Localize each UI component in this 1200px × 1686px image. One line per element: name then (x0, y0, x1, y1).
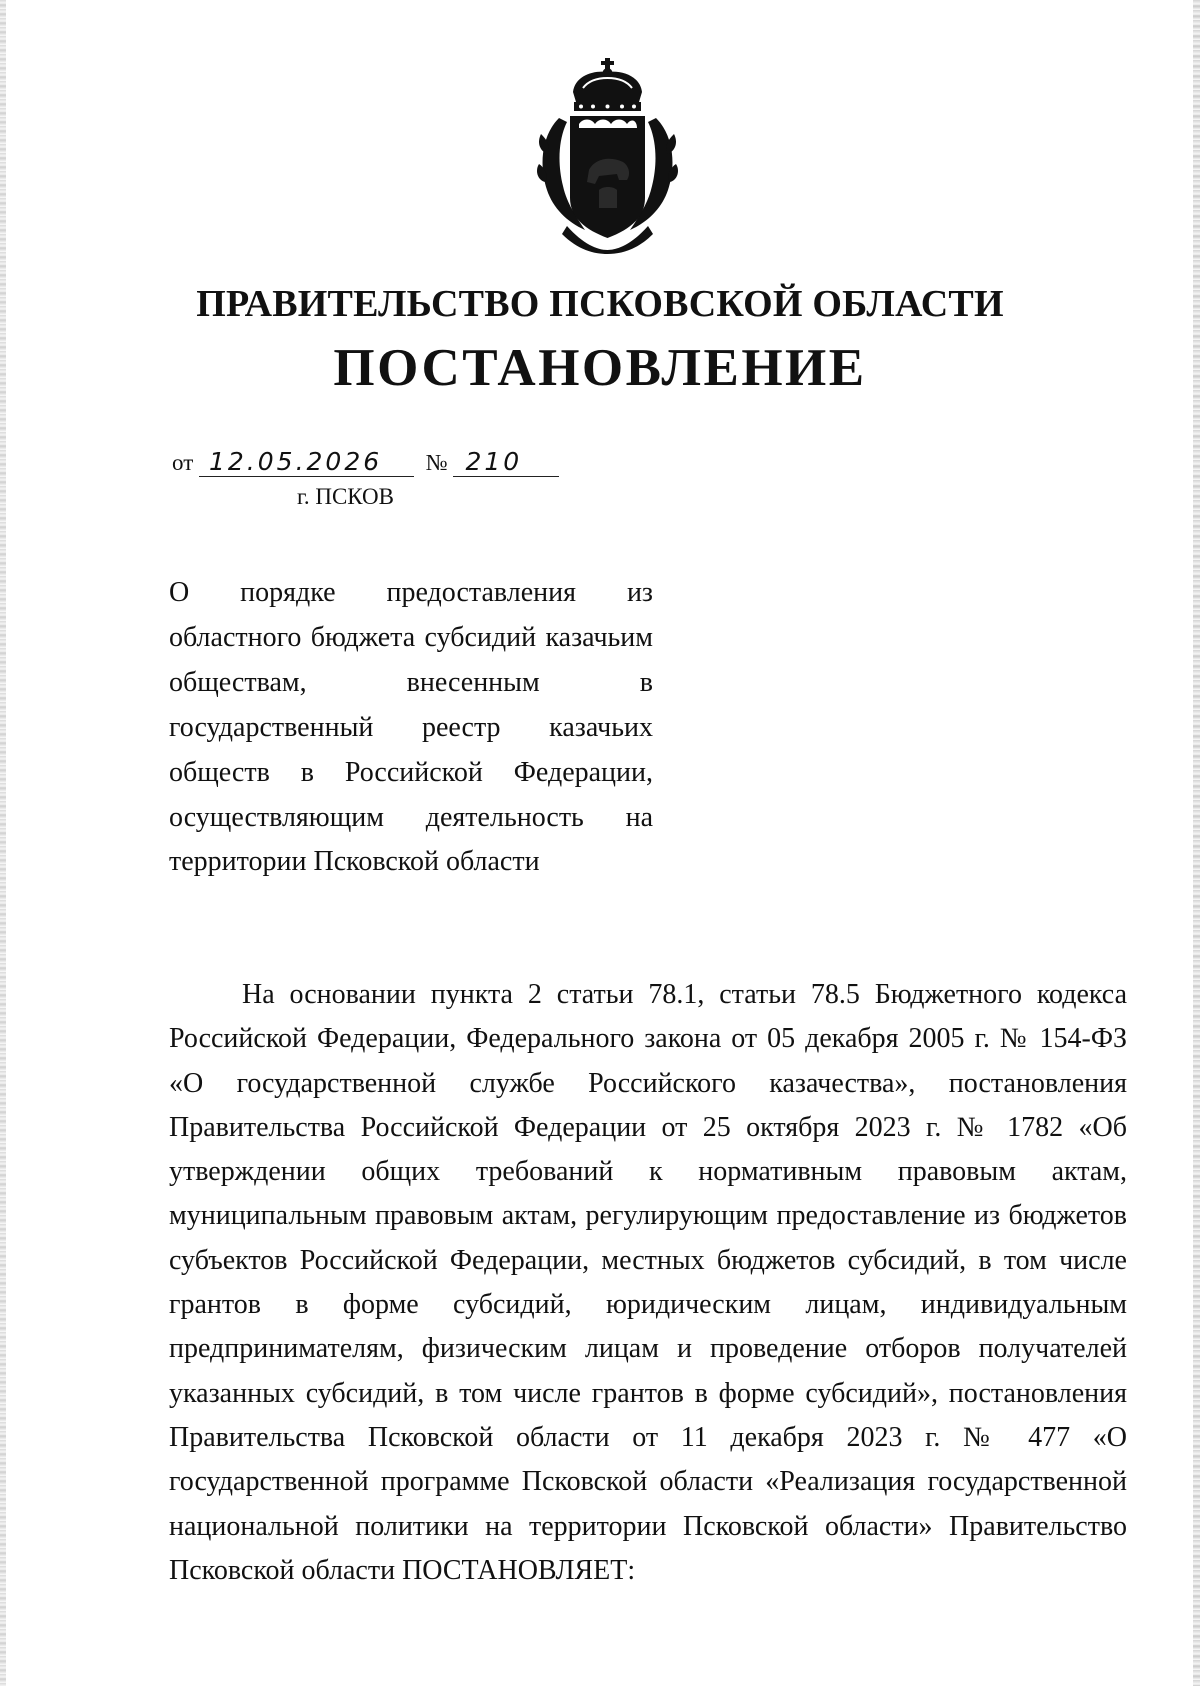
scan-edge-right (1193, 0, 1200, 1686)
document-date-number-line (172, 448, 559, 477)
coat-of-arms-icon (537, 58, 679, 254)
government-name: ПРАВИТЕЛЬСТВО ПСКОВСКОЙ ОБЛАСТИ (196, 283, 1004, 325)
date-prefix: от (172, 450, 194, 475)
scan-edge-left (0, 0, 6, 1686)
city-label: г. ПСКОВ (297, 484, 395, 509)
document-number-handwritten: 210 (453, 448, 559, 477)
document-type-title: ПОСТАНОВЛЕНИЕ (333, 339, 867, 397)
number-label: № (425, 450, 448, 475)
document-subject: О порядке предоставления из областного бюджета субсидий казачьим обществам, внесенным в государственный реестр казачьих обществ в Российской Федерации, осуществляющим деятельность на территории Псковской области (169, 577, 653, 878)
document-date-handwritten: 12.05.2026 (199, 448, 414, 477)
preamble-paragraph: На основании пункта 2 статьи 78.1, статьи 78.5 Бюджетного кодекса Российской Федерации, Федерального закона от 05 декабря 2005 г. № 154-ФЗ «О государственной службе Российского казачества», постановления Правительства Российской Федерации от 25 октября 2023 г. № 1782 «Об утверждении общих требований к нормативным правовым актам, муниципальным правовым актам, регулирующим предоставление из бюджетов субъектов Российской Федерации, местных бюджетов субсидий, в том числе грантов в форме субсидий, юридическим лицам, индивидуальным предпринимателям, физическим лицам и проведение отборов получателей указанных субсидий, в том числе грантов в форме субсидий», постановления Правительства Псковской области от 11 декабря 2023 г. № 477 «О государственной программе Псковской области «Реализация государственной национальной политики на территории Псковской области» Правительство Псковской области ПОСТАНОВЛЯЕТ: (169, 979, 1127, 1586)
